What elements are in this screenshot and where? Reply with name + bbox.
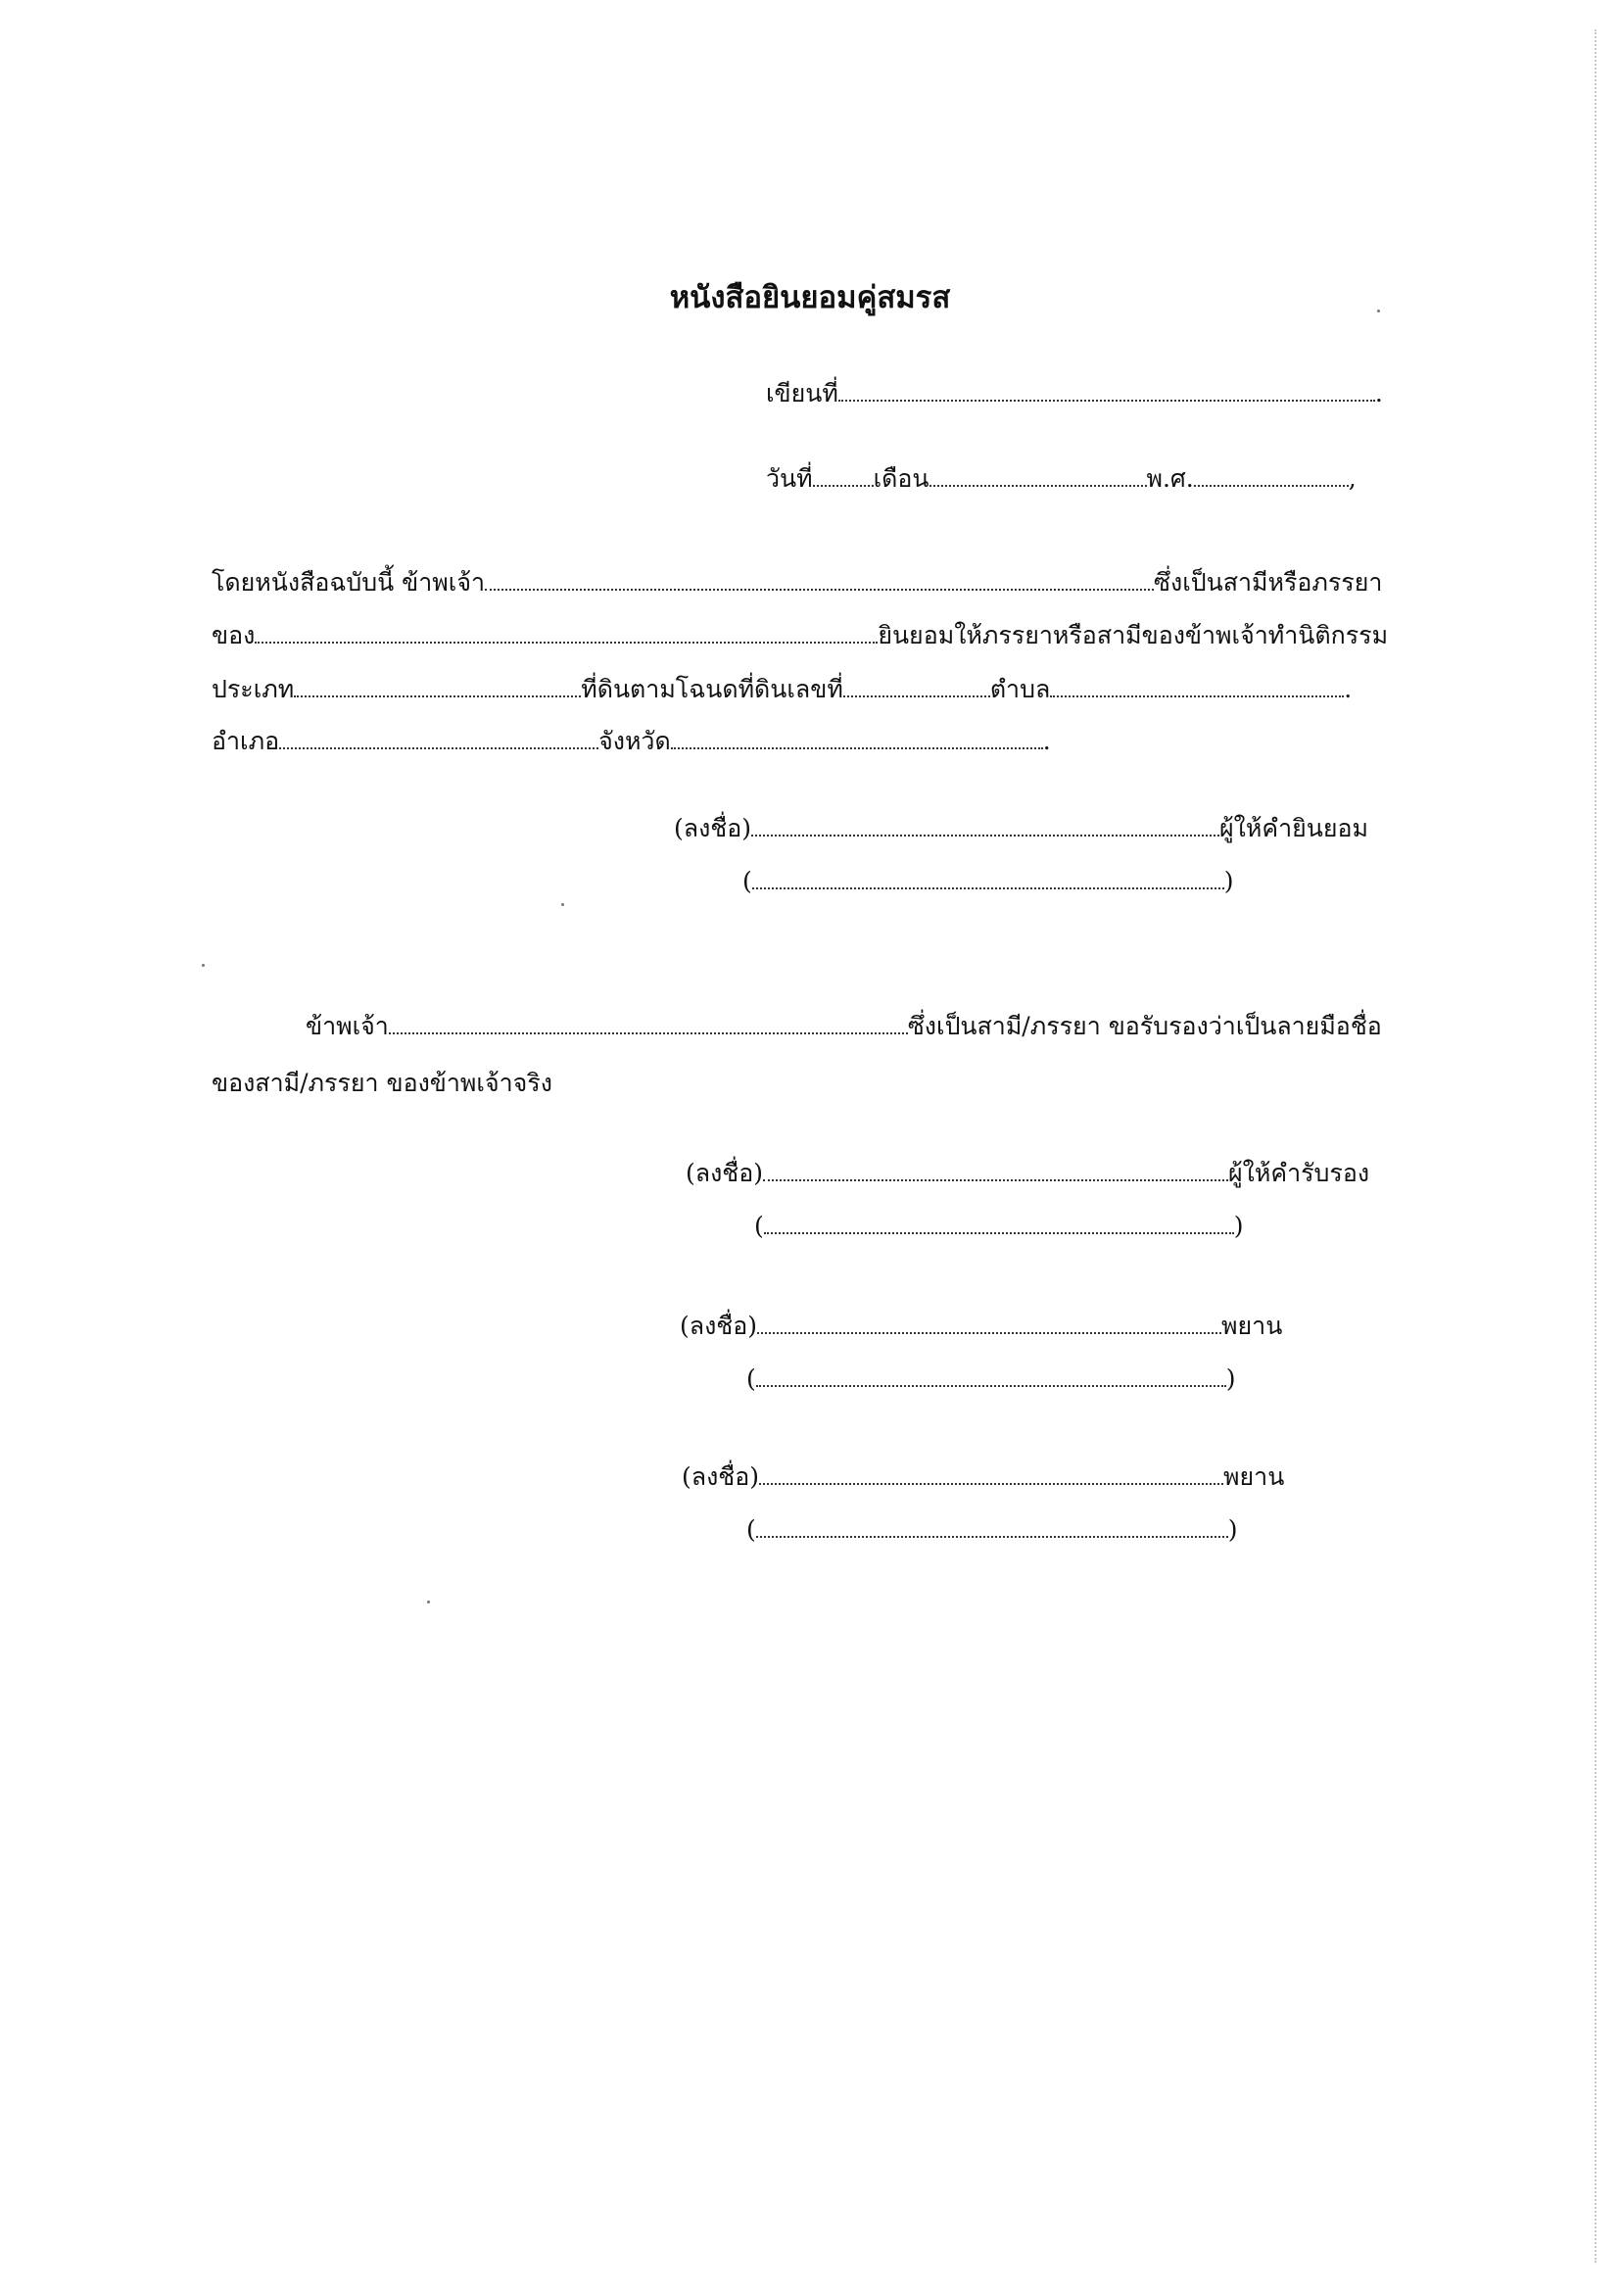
date-label: วันที่ bbox=[766, 464, 813, 493]
sign-label: (ลงชื่อ) bbox=[674, 814, 752, 842]
month-label: เดือน bbox=[873, 464, 929, 493]
consenter-signature-field[interactable] bbox=[751, 813, 1219, 837]
witness-1-printed-name-line bbox=[746, 1363, 1236, 1395]
province-label: จังหวัด bbox=[598, 727, 671, 755]
certifier-signature-line bbox=[686, 1158, 1369, 1189]
consenter-role-label: ผู้ให้คำยินยอม bbox=[1219, 814, 1369, 842]
written-at-end: . bbox=[1374, 379, 1383, 407]
line3-end: . bbox=[1344, 675, 1353, 703]
witness-2-signature-line bbox=[682, 1461, 1284, 1493]
consent-signature-line bbox=[674, 813, 1368, 844]
spouse-relation-label: ซึ่งเป็นสามีหรือภรรยา bbox=[1154, 568, 1383, 597]
spouse-name-field[interactable] bbox=[255, 620, 878, 644]
of-label: ของ bbox=[212, 621, 256, 649]
certification-statement-end: ของสามี/ภรรยา ของข้าพเจ้าจริง bbox=[212, 1069, 552, 1097]
witness-1-signature-line bbox=[680, 1311, 1282, 1342]
consent-line-3 bbox=[212, 674, 1352, 705]
date-row bbox=[766, 463, 1357, 495]
transaction-type-field[interactable] bbox=[294, 674, 581, 697]
certification-line-2 bbox=[212, 1068, 552, 1099]
witness-1-printed-name-field[interactable] bbox=[756, 1363, 1226, 1387]
land-deed-label: ที่ดินตามโฉนดที่ดินเลขที่ bbox=[581, 675, 843, 703]
close-paren: ) bbox=[1225, 1364, 1236, 1393]
district-label: อำเภอ bbox=[212, 727, 280, 755]
witness-2-printed-name-field[interactable] bbox=[756, 1514, 1228, 1538]
consenter-printed-name-field[interactable] bbox=[752, 866, 1224, 889]
close-paren: ) bbox=[1233, 1212, 1244, 1240]
sign-label: (ลงชื่อ) bbox=[686, 1159, 764, 1187]
subdistrict-label: ตำบล bbox=[989, 675, 1051, 703]
consent-line-1 bbox=[212, 567, 1382, 598]
open-paren: ( bbox=[742, 867, 752, 895]
certifier-printed-name-line bbox=[754, 1211, 1244, 1242]
line4-end: . bbox=[1042, 727, 1051, 755]
scan-speck bbox=[427, 1601, 430, 1603]
certification-line-1 bbox=[306, 1011, 1382, 1042]
witness-2-role-label: พยาน bbox=[1223, 1462, 1285, 1491]
open-paren: ( bbox=[746, 1364, 756, 1393]
witness-1-role-label: พยาน bbox=[1221, 1312, 1283, 1340]
consent-line-2 bbox=[212, 620, 1388, 651]
deed-number-field[interactable] bbox=[843, 674, 990, 697]
subdistrict-field[interactable] bbox=[1050, 674, 1344, 697]
witness-2-signature-field[interactable] bbox=[759, 1461, 1223, 1485]
year-field[interactable] bbox=[1194, 463, 1349, 487]
consent-intro-label: โดยหนังสือฉบับนี้ ข้าพเจ้า bbox=[212, 568, 486, 597]
witness-2-printed-name-line bbox=[746, 1514, 1238, 1546]
consent-statement-label: ยินยอมให้ภรรยาหรือสามีของข้าพเจ้าทำนิติกรรม bbox=[878, 621, 1389, 649]
consenter-name-field[interactable] bbox=[485, 567, 1154, 591]
document-title: หนังสือยินยอมคู่สมรส bbox=[669, 280, 951, 315]
scan-speck bbox=[202, 964, 205, 967]
consent-printed-name-line bbox=[742, 866, 1234, 897]
province-field[interactable] bbox=[671, 726, 1043, 749]
scan-speck bbox=[561, 903, 564, 906]
district-field[interactable] bbox=[279, 726, 598, 749]
consent-line-4 bbox=[212, 726, 1051, 757]
certifier-role-label: ผู้ให้คำรับรอง bbox=[1228, 1159, 1370, 1187]
sign-label: (ลงชื่อ) bbox=[680, 1312, 758, 1340]
date-field[interactable] bbox=[813, 463, 874, 487]
scan-edge bbox=[1593, 29, 1596, 2263]
certifier-signature-field[interactable] bbox=[763, 1158, 1228, 1181]
month-field[interactable] bbox=[929, 463, 1147, 487]
certification-statement-label: ซึ่งเป็นสามี/ภรรยา ขอรับรองว่าเป็นลายมือชื่อ bbox=[907, 1012, 1382, 1040]
sign-label: (ลงชื่อ) bbox=[682, 1462, 760, 1491]
witness-1-signature-field[interactable] bbox=[757, 1311, 1221, 1334]
written-at-row bbox=[766, 378, 1383, 409]
close-paren: ) bbox=[1227, 1515, 1238, 1544]
open-paren: ( bbox=[754, 1212, 764, 1240]
certifier-intro-label: ข้าพเจ้า bbox=[306, 1012, 389, 1040]
year-label: พ.ศ. bbox=[1146, 464, 1194, 493]
certifier-name-field[interactable] bbox=[389, 1011, 908, 1034]
certifier-printed-name-field[interactable] bbox=[764, 1211, 1234, 1234]
transaction-type-label: ประเภท bbox=[212, 675, 295, 703]
close-paren: ) bbox=[1223, 867, 1234, 895]
written-at-field[interactable] bbox=[838, 378, 1375, 402]
open-paren: ( bbox=[746, 1515, 756, 1544]
written-at-label: เขียนที่ bbox=[766, 379, 838, 407]
year-end: , bbox=[1348, 464, 1357, 493]
